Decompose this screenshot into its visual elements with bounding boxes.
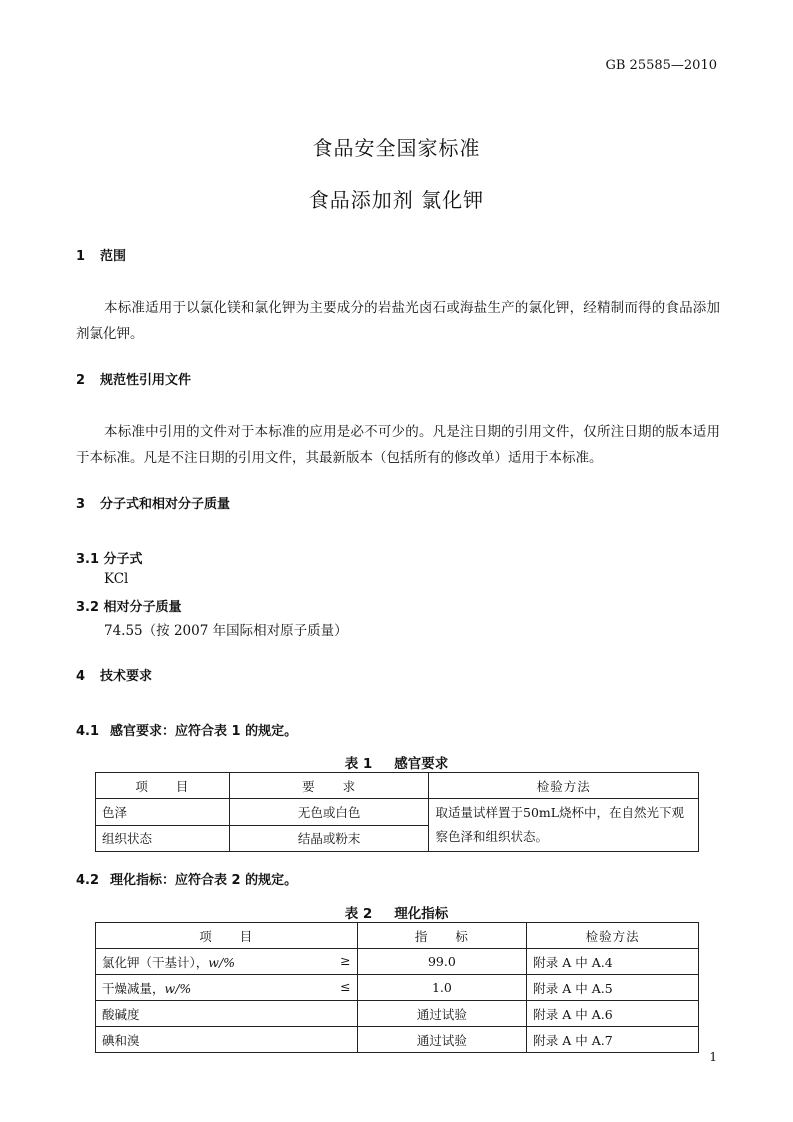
- document-subtitle: 食品添加剂 氯化钾: [308, 188, 485, 212]
- item-unit: w/%: [208, 954, 236, 970]
- subsection-3-1-heading: 3.1 分子式: [76, 552, 143, 567]
- table-cell-requirement: 无色或白色: [229, 799, 429, 826]
- item-label: 氯化钾（干基计），: [102, 954, 209, 970]
- table-cell-item: 色泽: [96, 799, 230, 826]
- section-1-heading: [76, 245, 126, 264]
- section-4-heading: [76, 665, 152, 684]
- section-title: 规范性引用文件: [100, 373, 192, 388]
- section-title: 范围: [100, 249, 127, 264]
- comparison-operator: ≤: [340, 978, 351, 994]
- comparison-operator: ≥: [340, 952, 351, 968]
- table-2-caption: [0, 902, 793, 922]
- table-cell-value: 通过试验: [357, 1027, 527, 1053]
- subsection-4-2: [76, 869, 297, 888]
- section-2-heading: [76, 369, 191, 388]
- section-title: 技术要求: [100, 669, 153, 684]
- table-header-cell: 指 标: [357, 923, 527, 949]
- table-caption-title: 感官要求: [394, 756, 449, 772]
- subsection-text: 理化指标：应符合表 2 的规定。: [110, 873, 298, 888]
- table-cell-method: 附录 A 中 A.4: [527, 949, 699, 975]
- table-row: [96, 1001, 699, 1027]
- table-cell-method: 取适量试样置于50mL烧杯中，在自然光下观察色泽和组织状态。: [429, 799, 699, 852]
- table-cell-item: [96, 949, 358, 975]
- subsection-4-1: [76, 720, 297, 739]
- table-1: [95, 772, 699, 852]
- table-caption-title: 理化指标: [394, 906, 449, 922]
- section-number: 4: [76, 669, 86, 684]
- table-cell-method: 附录 A 中 A.7: [527, 1027, 699, 1053]
- table-cell-requirement: 结晶或粉末: [229, 825, 429, 852]
- subsection-3-2-heading: 3.2 相对分子质量: [76, 600, 182, 615]
- item-label: 干燥减量，: [102, 980, 165, 996]
- table-cell-value: 1.0: [357, 975, 527, 1001]
- section-number: 1: [76, 249, 86, 264]
- table-row: [96, 949, 699, 975]
- table-cell-method: 附录 A 中 A.5: [527, 975, 699, 1001]
- table-row: [96, 799, 699, 826]
- table-cell-value: 99.0: [357, 949, 527, 975]
- section-number: 2: [76, 373, 86, 388]
- table-row: [96, 1027, 699, 1053]
- subsection-number: 4.1: [76, 724, 100, 739]
- section-2-paragraph: 本标准中引用的文件对于本标准的应用是必不可少的。凡是注日期的引用文件，仅所注日期的版本适用于本标准。凡是不注日期的引用文件，其最新版本（包括所有的修改单）适用于本标准。: [76, 424, 720, 466]
- subsection-number: 4.2: [76, 873, 100, 888]
- table-cell-item: 碘和溴: [96, 1027, 358, 1053]
- section-1-paragraph: 本标准适用于以氯化镁和氯化钾为主要成分的岩盐光卤石或海盐生产的氯化钾，经精制而得的食品添加剂氯化钾。: [76, 300, 720, 342]
- table-header-cell: 项 目: [96, 923, 358, 949]
- table-caption-number: 表 1: [344, 756, 373, 772]
- section-title: 分子式和相对分子质量: [100, 497, 231, 512]
- table-header-cell: 检验方法: [429, 773, 699, 799]
- table-cell-value: 通过试验: [357, 1001, 527, 1027]
- table-row: [96, 975, 699, 1001]
- table-cell-item: 组织状态: [96, 825, 230, 852]
- table-header-row: [96, 773, 699, 799]
- molecular-mass: 74.55（按 2007 年国际相对原子质量）: [104, 623, 348, 639]
- table-header-cell: 要 求: [229, 773, 429, 799]
- item-unit: w/%: [164, 980, 192, 996]
- subsection-text: 感官要求：应符合表 1 的规定。: [110, 724, 298, 739]
- table-header-cell: 检验方法: [527, 923, 699, 949]
- page-number: 1: [709, 1050, 717, 1064]
- table-header-cell: 项 目: [96, 773, 230, 799]
- section-number: 3: [76, 497, 86, 512]
- document-title: 食品安全国家标准: [312, 136, 481, 160]
- table-header-row: [96, 923, 699, 949]
- standard-number: GB 25585—2010: [605, 58, 717, 73]
- table-2: [95, 922, 699, 1053]
- section-3-heading: [76, 493, 230, 512]
- table-cell-method: 附录 A 中 A.6: [527, 1001, 699, 1027]
- table-cell-item: [96, 975, 358, 1001]
- table-caption-number: 表 2: [344, 906, 373, 922]
- molecular-formula: KCl: [104, 571, 129, 587]
- table-1-caption: [0, 752, 793, 772]
- table-cell-item: 酸碱度: [96, 1001, 358, 1027]
